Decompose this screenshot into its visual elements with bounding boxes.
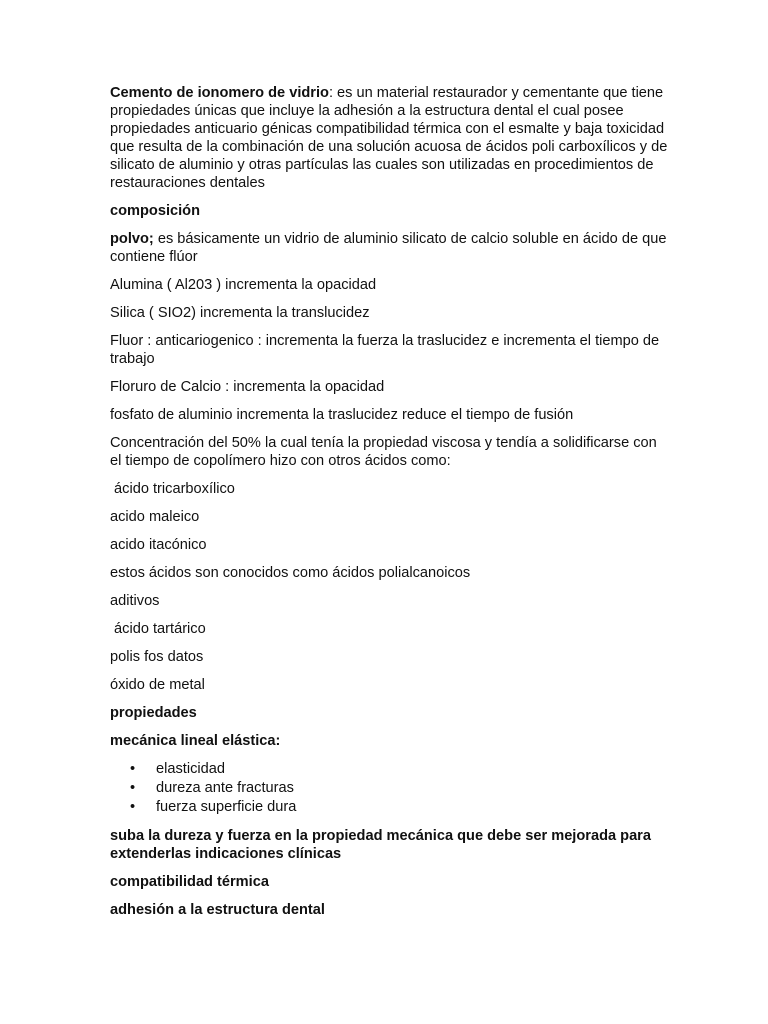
polvo-term: polvo; [110, 231, 154, 247]
propiedades-heading: propiedades [110, 705, 197, 721]
intro-text: : es un material restaurador y cementante que tiene propiedades únicas que incluye la adhesión a la estructura dental el cual posee propiedades anticuario génicas compatibilidad térmica con el esmalte y baja toxicidad que resulta de la combinación de una solución acuosa de ácidos poli carboxílicos y de silicato de aluminio y otras partículas las cuales son utilizadas en procedimientos de restauraciones dentales [110, 85, 668, 191]
bullet-icon: • [130, 761, 136, 777]
alumina-line: Alumina ( Al203 ) incrementa la opacidad [110, 277, 377, 293]
composicion-heading: composición [110, 203, 201, 219]
polvo-paragraph [110, 230, 670, 266]
polvo-text: es básicamente un vidrio de aluminio silicato de calcio soluble en ácido de que contiene flúor [110, 231, 667, 265]
acido-itaconico-line: acido itacónico [110, 537, 207, 553]
fluoruro-calcio-line: Floruro de Calcio : incrementa la opacidad [110, 379, 385, 395]
document-page [110, 84, 670, 929]
bullet-item-dureza [110, 779, 670, 798]
acido-tartarico-line: ácido tartárico [110, 621, 206, 637]
aditivos-line: aditivos [110, 593, 160, 609]
bullet-item-fuerza [110, 798, 670, 817]
polialcanoicos-line: estos ácidos son conocidos como ácidos polialcanoicos [110, 565, 471, 581]
bullet-text: elasticidad [156, 761, 225, 777]
silica-line: Silica ( SIO2) incrementa la translucidez [110, 305, 370, 321]
intro-term: Cemento de ionomero de vidrio [110, 85, 329, 101]
propiedades-bullet-list [110, 760, 670, 817]
compatibilidad-heading: compatibilidad térmica [110, 874, 269, 890]
polis-fos-datos-line: polis fos datos [110, 649, 204, 665]
bullet-icon: • [130, 780, 136, 796]
mecanica-heading: mecánica lineal elástica: [110, 733, 281, 749]
fluor-line: Fluor : anticariogenico : incrementa la fuerza la traslucidez e incrementa el tiempo de trabajo [110, 333, 660, 367]
fosfato-line: fosfato de aluminio incrementa la traslucidez reduce el tiempo de fusión [110, 407, 574, 423]
concentracion-paragraph: Concentración del 50% la cual tenía la propiedad viscosa y tendía a solidificarse con el tiempo de copolímero hizo con otros ácidos como: [110, 435, 657, 469]
oxido-metal-line: óxido de metal [110, 677, 205, 693]
intro-paragraph [110, 84, 670, 192]
bullet-text: fuerza superficie dura [156, 799, 297, 815]
acido-tricarboxilico-line: ácido tricarboxílico [110, 481, 235, 497]
suba-dureza-paragraph: suba la dureza y fuerza en la propiedad mecánica que debe ser mejorada para extenderlas indicaciones clínicas [110, 828, 651, 862]
bullet-icon: • [130, 799, 136, 815]
adhesion-heading: adhesión a la estructura dental [110, 902, 325, 918]
bullet-text: dureza ante fracturas [156, 780, 294, 796]
bullet-item-elasticidad [110, 760, 670, 779]
acido-maleico-line: acido maleico [110, 509, 200, 525]
